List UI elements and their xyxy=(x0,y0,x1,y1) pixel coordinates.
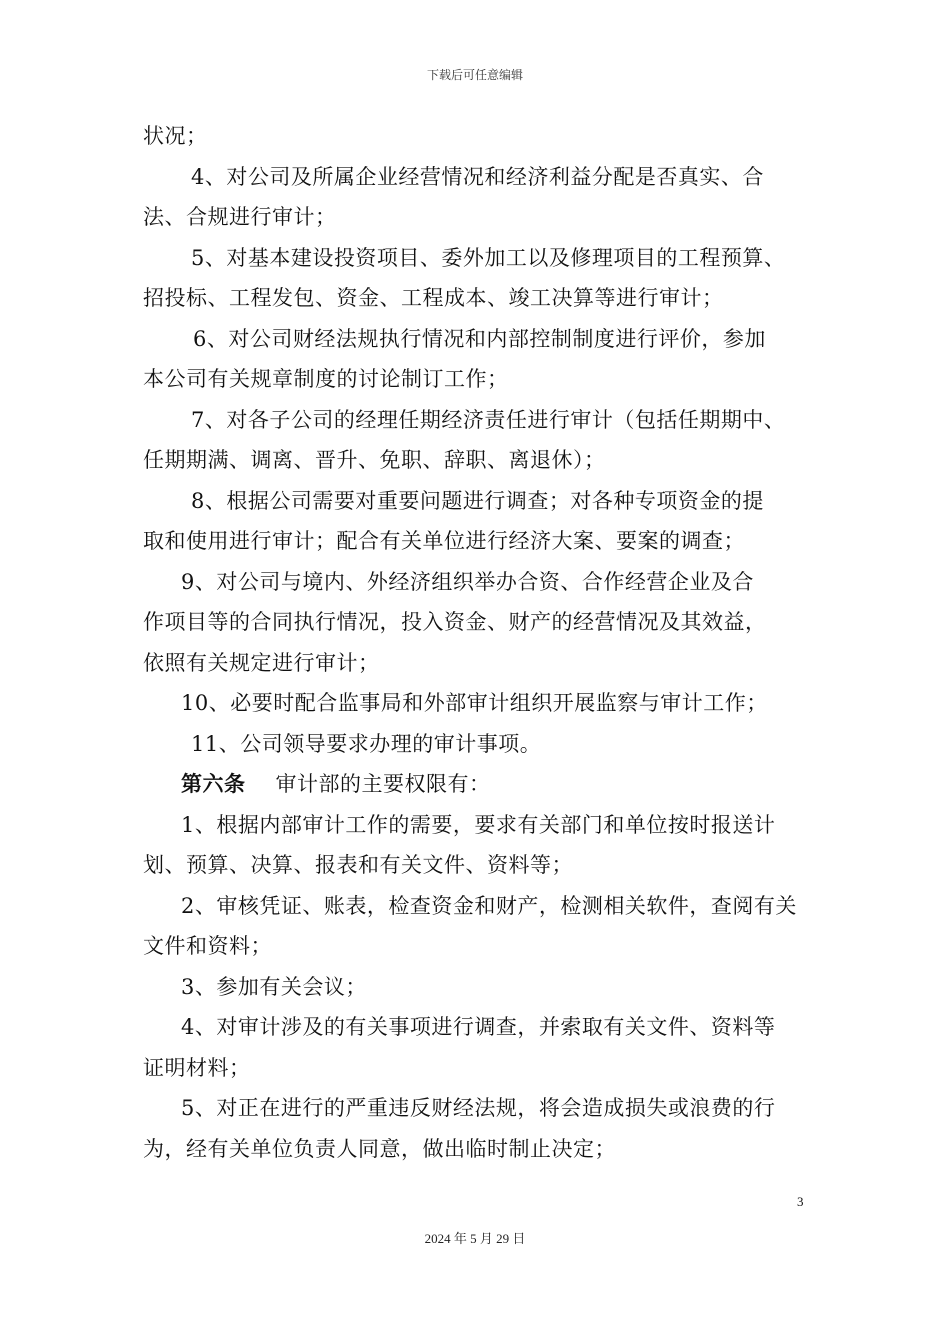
line-text: 法、合规进行审计； xyxy=(143,205,337,229)
line-text: 为，经有关单位负责人同意，做出临时制止决定； xyxy=(143,1136,616,1161)
text-line xyxy=(143,845,823,886)
line-text: 4、对审计涉及的有关事项进行调查，并索取有关文件、资料等 xyxy=(181,1015,776,1039)
line-text: 任期期满、调离、晋升、免职、辞职、离退休）； xyxy=(143,448,606,472)
line-text: 划、预算、决算、报表和有关文件、资料等； xyxy=(143,853,573,877)
text-line xyxy=(143,197,823,238)
text-line xyxy=(143,359,823,400)
document-body xyxy=(143,116,823,1169)
article-label: 第六条 xyxy=(181,772,246,796)
text-line xyxy=(143,1088,823,1129)
text-line xyxy=(143,764,823,805)
line-text: 文件和资料； xyxy=(143,934,272,958)
line-text: 状况； xyxy=(143,124,208,148)
line-text: 10、必要时配合监事局和外部审计组织开展监察与审计工作； xyxy=(181,691,768,715)
line-text: 证明材料； xyxy=(143,1055,251,1080)
text-line xyxy=(143,967,823,1008)
text-line xyxy=(143,157,823,198)
text-line xyxy=(143,1007,823,1048)
text-line xyxy=(143,278,823,319)
line-text: 本公司有关规章制度的讨论制订工作； xyxy=(143,367,509,391)
line-text: 3、参加有关会议； xyxy=(181,974,367,999)
page-number: 3 xyxy=(797,1194,804,1209)
line-text: 5、对正在进行的严重违反财经法规，将会造成损失或浪费的行 xyxy=(181,1096,776,1120)
line-text: 依照有关规定进行审计； xyxy=(143,650,380,675)
line-text: 审计部的主要权限有： xyxy=(275,772,491,796)
text-line xyxy=(143,238,823,279)
line-text: 11、公司领导要求办理的审计事项。 xyxy=(191,731,542,756)
line-text: 1、根据内部审计工作的需要，要求有关部门和单位按时报送计 xyxy=(181,812,776,837)
line-text: 2、审核凭证、账表，检查资金和财产，检测相关软件，查阅有关 xyxy=(181,893,797,918)
line-text: 4、对公司及所属企业经营情况和经济利益分配是否真实、合 xyxy=(191,164,764,189)
text-line xyxy=(143,481,823,522)
text-line xyxy=(143,886,823,927)
line-text: 招投标、工程发包、资金、工程成本、竣工决算等进行审计； xyxy=(143,286,724,310)
line-text: 9、对公司与境内、外经济组织举办合资、合作经营企业及合 xyxy=(181,569,754,594)
line-text: 取和使用进行审计；配合有关单位进行经济大案、要案的调查； xyxy=(143,529,745,553)
text-line xyxy=(143,805,823,846)
text-line xyxy=(143,724,823,765)
text-line xyxy=(143,562,823,603)
text-line xyxy=(143,521,823,562)
text-line xyxy=(143,116,823,157)
line-text: 8、根据公司需要对重要问题进行调查；对各种专项资金的提 xyxy=(191,488,764,513)
page-footer-date: 2024 年 5 月 29 日 xyxy=(424,1231,526,1246)
page-header: 下载后可任意编辑 xyxy=(426,68,523,82)
line-text: 6、对公司财经法规执行情况和内部控制制度进行评价，参加 xyxy=(193,326,766,351)
text-line xyxy=(143,643,823,684)
text-line xyxy=(143,602,823,643)
text-line xyxy=(143,1048,823,1089)
line-text: 5、对基本建设投资项目、委外加工以及修理项目的工程预算、 xyxy=(191,245,786,270)
text-line xyxy=(143,400,823,441)
text-line xyxy=(143,926,823,967)
text-line xyxy=(143,440,823,481)
text-line xyxy=(143,1129,823,1170)
text-line xyxy=(143,319,823,360)
text-line xyxy=(143,683,823,724)
line-text: 作项目等的合同执行情况，投入资金、财产的经营情况及其效益， xyxy=(143,610,767,634)
line-text: 7、对各子公司的经理任期经济责任进行审计（包括任期期中、 xyxy=(191,407,786,432)
